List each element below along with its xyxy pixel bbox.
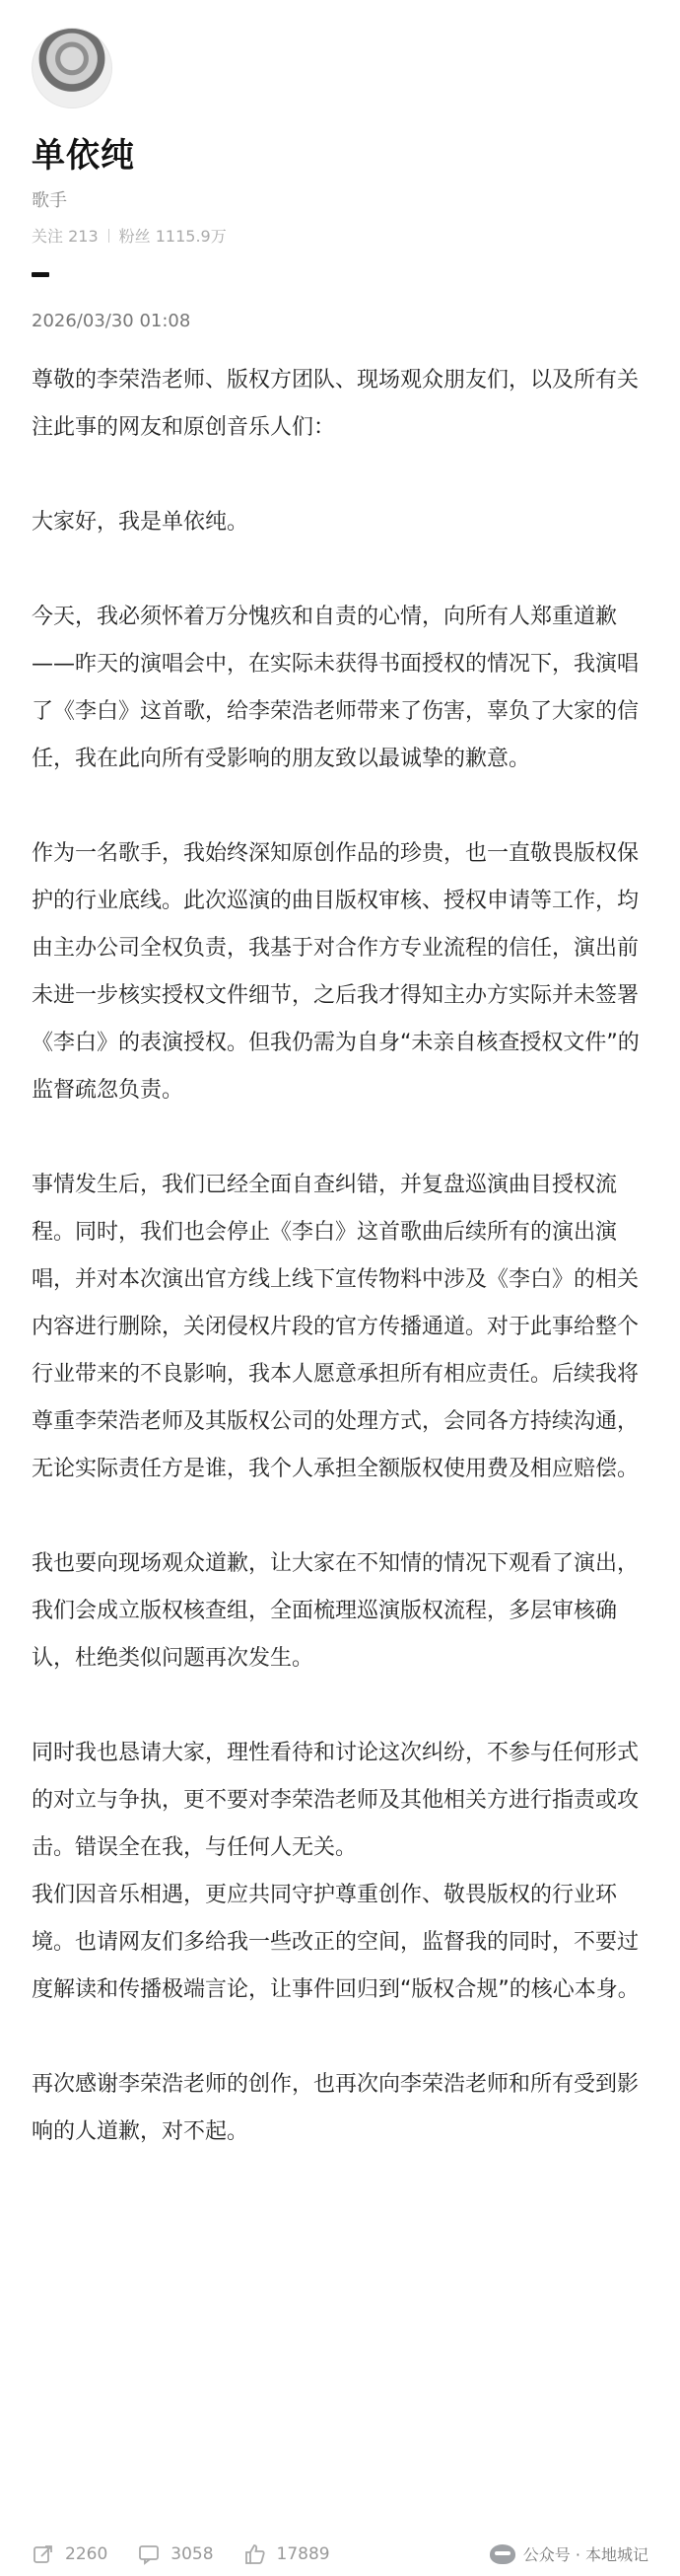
profile-stats [32, 224, 648, 247]
post-content [32, 357, 648, 2156]
share-icon [32, 2542, 55, 2566]
post-paragraph-apology: 今天，我必须怀着万分愧疚和自责的心情，向所有人郑重道歉——昨天的演唱会中，在实际未获得书面授权的情况下，我演唱了《李白》这首歌，给李荣浩老师带来了伤害，辜负了大家的信任，我在此向所有受影响的朋友致以最诚挚的歉意。 [32, 605, 640, 771]
like-button[interactable] [243, 2542, 330, 2566]
post-paragraph-closing: 再次感谢李荣浩老师的创作，也再次向李荣浩老师和所有受到影响的人道歉，对不起。 [32, 2072, 640, 2144]
post-paragraph-actions: 事情发生后，我们已经全面自查纠错，并复盘巡演曲目授权流程。同时，我们也会停止《李白》这首歌曲后续所有的演出演唱，并对本次演出官方线上线下宣传物料中涉及《李白》的相关内容进行删除，关闭侵权片段的官方传播通道。对于此事给整个行业带来的不良影响，我本人愿意承担所有相应责任。后续我将尊重李荣浩老师及其版权公司的处理方式，会同各方持续沟通，无论实际责任方是谁，我个人承担全额版权使用费及相应赔偿。 [32, 1173, 640, 1481]
profile-header [32, 28, 648, 331]
post-paragraph-greeting: 尊敬的李荣浩老师、版权方团队、现场观众朋友们，以及所有关注此事的网友和原创音乐人们： [32, 368, 640, 440]
post-paragraph-audience: 我也要向现场观众道歉，让大家在不知情的情况下观看了演出，我们会成立版权核查组，全面梳理巡演版权流程，多层审核确认，杜绝类似问题再次发生。 [32, 1551, 640, 1671]
share-button[interactable] [32, 2542, 107, 2566]
profile-name: 单依纯 [32, 136, 135, 176]
avatar[interactable] [32, 28, 112, 108]
like-count: 17889 [276, 2544, 330, 2564]
profile-role: 歌手 [32, 190, 67, 211]
stats-divider [108, 229, 109, 243]
post-paragraph-environment: 我们因音乐相遇，更应共同守护尊重创作、敬畏版权的行业环境。也请网友们多给我一些改正的空间，监督我的同时，不要过度解读和传播极端言论，让事件回归到“版权合规”的核心本身。 [32, 1883, 640, 2002]
follow-count[interactable]: 关注 213 [32, 227, 99, 246]
post-paragraph-background: 作为一名歌手，我始终深知原创作品的珍贵，也一直敬畏版权保护的行业底线。此次巡演的曲目版权审核、授权申请等工作，均由主办公司全权负责，我基于对合作方专业流程的信任，演出前未进一步核实授权文件细节，之后我才得知主办方实际并未签署《李白》的表演授权。但我仍需为自身“未亲自核查授权文件”的监督疏忽负责。 [32, 841, 640, 1103]
post-paragraph-intro: 大家好，我是单依纯。 [32, 510, 249, 535]
comment-button[interactable] [137, 2542, 213, 2566]
share-count: 2260 [65, 2544, 108, 2564]
dash-icon [32, 272, 49, 277]
comment-icon [137, 2542, 161, 2566]
fans-count[interactable]: 粉丝 1115.9万 [118, 227, 227, 246]
post-paragraph-request: 同时我也恳请大家，理性看待和讨论这次纠纷，不参与任何形式的对立与争执，更不要对李荣浩老师及其他相关方进行指责或攻击。错误全在我，与任何人无关。 [32, 1741, 640, 1860]
wechat-icon [490, 2544, 515, 2564]
comment-count: 3058 [170, 2544, 214, 2564]
brand-watermark [490, 2542, 648, 2565]
brand-label: 公众号 · 本地城记 [522, 2545, 648, 2564]
post-footer [32, 2542, 648, 2566]
thumbs-up-icon [243, 2542, 267, 2566]
post-date: 2026/03/30 01:08 [32, 311, 191, 331]
